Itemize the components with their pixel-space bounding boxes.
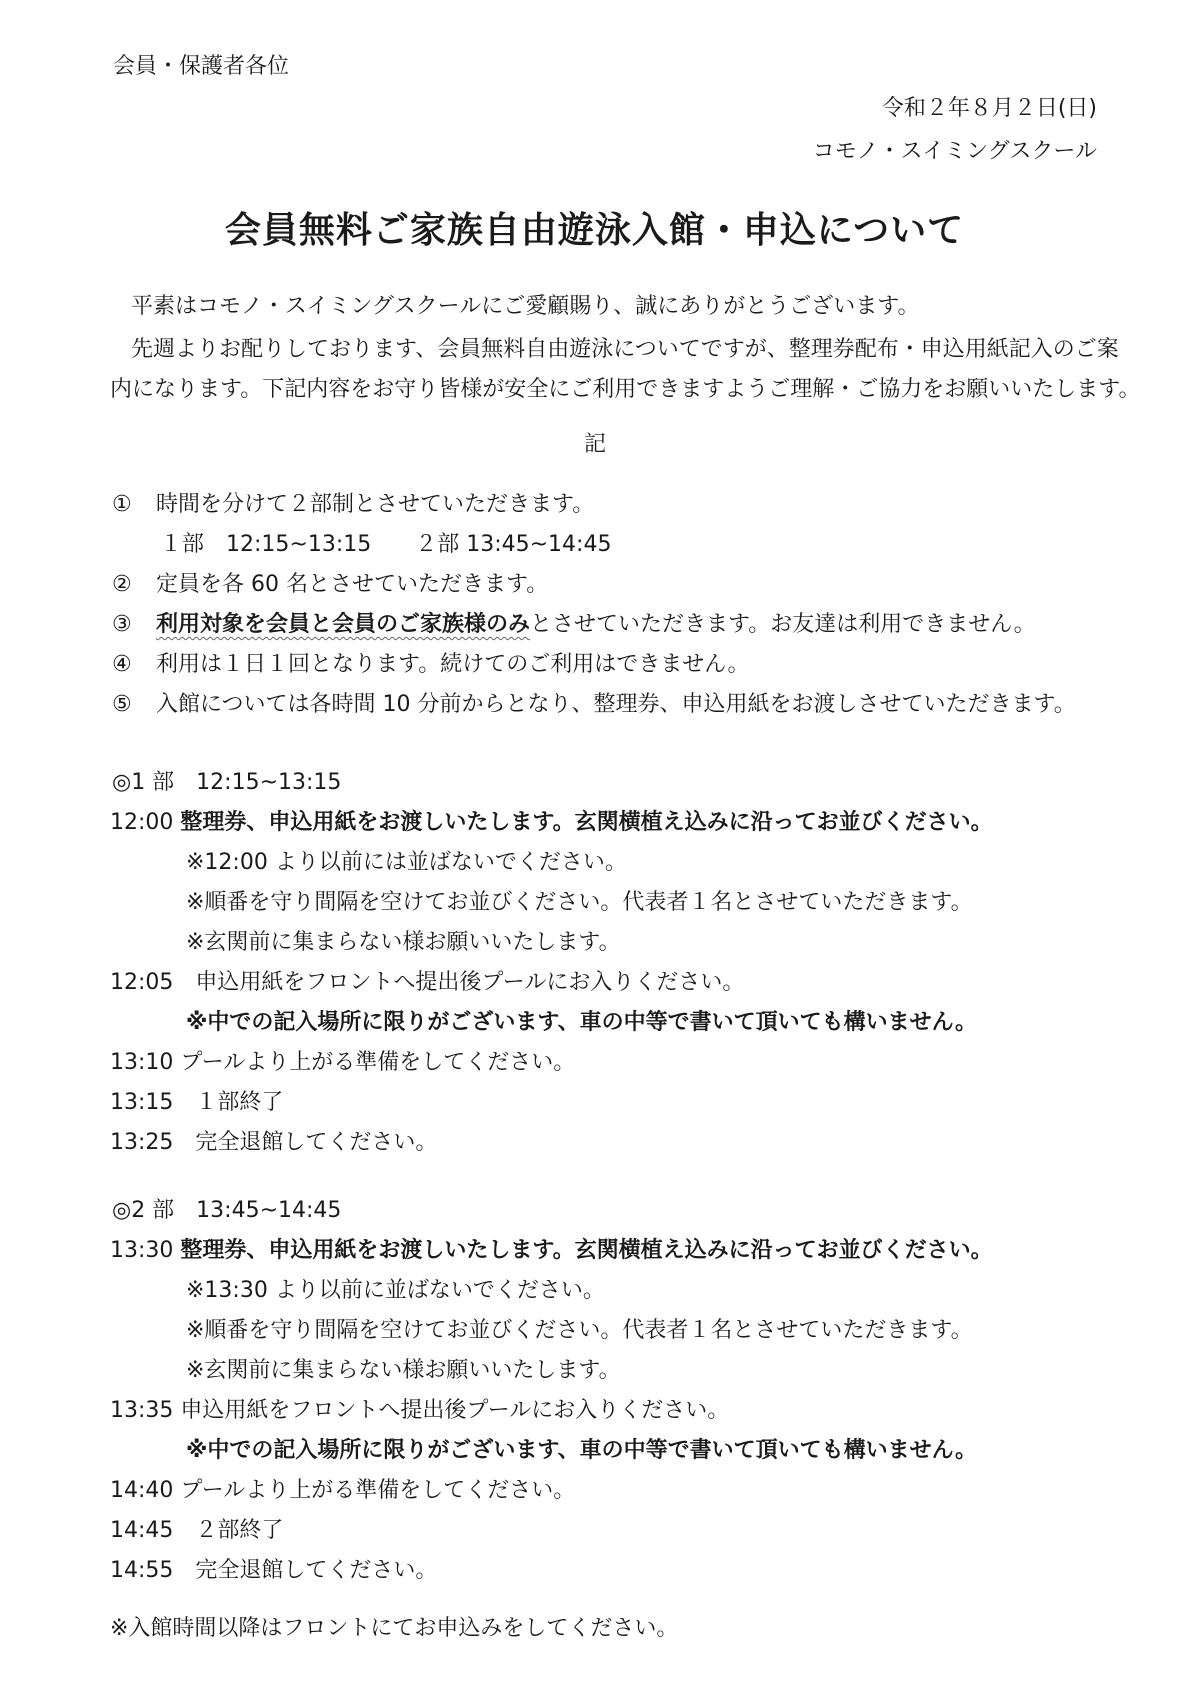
issue-date: 令和２年８月２日(日) (881, 96, 1097, 121)
rule-3-number: ③ (112, 612, 132, 637)
time-1200: 12:00 (110, 810, 174, 835)
text-1330: 整理券、申込用紙をお渡しいたします。玄関横植え込みに沿ってお並びください。 (180, 1238, 993, 1263)
intro-line-1: 平素はコモノ・スイミングスクールにご愛顧賜り、誠にありがとうございます。 (131, 294, 920, 319)
rule-1 (112, 490, 594, 520)
part-1-1310 (110, 1048, 575, 1078)
part-1-1315 (110, 1088, 283, 1118)
part-2-note-1: ※13:30 より以前に並ばないでください。 (186, 1278, 605, 1303)
rule-5-text: 入館については各時間 10 分前からとなり、整理券、申込用紙をお渡しさせていただきます。 (156, 692, 1076, 717)
text-1335: 申込用紙をフロントへ提出後プールにお入りください。 (180, 1398, 730, 1423)
time-1445: 14:45 (110, 1518, 174, 1543)
part-1-note-2: ※順番を守り間隔を空けてお並びください。代表者１名とさせていただきます。 (186, 890, 973, 915)
rule-4-text: 利用は１日１回となります。続けてのご利用はできません。 (156, 652, 750, 677)
part-2-note-4: ※中での記入場所に限りがございます、車の中等で書いて頂いても構いません。 (186, 1438, 977, 1463)
time-1330: 13:30 (110, 1238, 174, 1263)
text-1200: 整理券、申込用紙をお渡しいたします。玄関横植え込みに沿ってお並びください。 (180, 810, 993, 835)
time-1455: 14:55 (110, 1558, 174, 1583)
part-1-note-1: ※12:00 より以前には並ばないでください。 (186, 850, 627, 875)
time-1325: 13:25 (110, 1130, 174, 1155)
footer-note: ※入館時間以降はフロントにてお申込みをしてください。 (110, 1616, 679, 1641)
rule-4 (112, 650, 750, 680)
time-1335: 13:35 (110, 1398, 174, 1423)
rule-2-text: 定員を各 60 名とさせていただきます。 (156, 572, 549, 597)
rule-3-emphasis: 利用対象を会員と会員のご家族様のみ (156, 612, 531, 637)
rule-2-number: ② (112, 572, 132, 597)
time-1310: 13:10 (110, 1050, 174, 1075)
document-title: 会員無料ご家族自由遊泳入館・申込について (224, 210, 965, 251)
part-1-heading: ◎1 部 12:15~13:15 (112, 770, 342, 795)
rule-3 (112, 610, 1036, 640)
text-1325: 完全退館してください。 (195, 1130, 438, 1155)
time-1440: 14:40 (110, 1478, 174, 1503)
rule-5-number: ⑤ (112, 692, 132, 717)
text-1455: 完全退館してください。 (195, 1558, 438, 1583)
text-1205: 申込用紙をフロントへ提出後プールにお入りください。 (195, 970, 745, 995)
issuer-name: コモノ・スイミングスクール (812, 139, 1097, 164)
part-2-note-2: ※順番を守り間隔を空けてお並びください。代表者１名とさせていただきます。 (186, 1318, 973, 1343)
rule-1-number: ① (112, 492, 132, 517)
rule-5 (112, 690, 1076, 720)
rule-4-number: ④ (112, 652, 132, 677)
part-2-1440 (110, 1476, 575, 1506)
rule-1-text: 時間を分けて２部制とさせていただきます。 (156, 492, 595, 517)
addressee: 会員・保護者各位 (113, 54, 290, 79)
part-2-note-3: ※玄関前に集まらない様お願いいたします。 (186, 1358, 621, 1383)
rule-1-schedule: １部 12:15~13:15 ２部 13:45~14:45 (160, 532, 612, 557)
text-1315: １部終了 (195, 1090, 284, 1115)
part-1-1200 (110, 808, 993, 838)
part-2-1455 (110, 1556, 437, 1586)
part-2-1445 (110, 1516, 283, 1546)
time-1315: 13:15 (110, 1090, 174, 1115)
part-2-heading: ◎2 部 13:45~14:45 (112, 1198, 342, 1223)
text-1440: プールより上がる準備をしてください。 (180, 1478, 576, 1503)
part-1-1205 (110, 968, 744, 998)
time-1205: 12:05 (110, 970, 174, 995)
rule-3-text: とさせていただきます。お友達は利用できません。 (530, 612, 1036, 637)
part-2-1330 (110, 1236, 993, 1266)
part-2-1335 (110, 1396, 729, 1426)
intro-line-2: 先週よりお配りしております、会員無料自由遊泳についてですが、整理券配布・申込用紙記入のご案 (131, 337, 1119, 362)
rule-2 (112, 570, 548, 600)
text-1445: ２部終了 (195, 1518, 284, 1543)
text-1310: プールより上がる準備をしてください。 (180, 1050, 576, 1075)
intro-line-3: 内になります。下記内容をお守り皆様が安全にご利用できますようご理解・ご協力をお願いいたします。 (110, 377, 1141, 402)
part-1-1325 (110, 1128, 437, 1158)
part-1-note-3: ※玄関前に集まらない様お願いいたします。 (186, 930, 621, 955)
part-1-note-4: ※中での記入場所に限りがございます、車の中等で書いて頂いても構いません。 (186, 1010, 977, 1035)
ki-marker: 記 (584, 432, 607, 457)
